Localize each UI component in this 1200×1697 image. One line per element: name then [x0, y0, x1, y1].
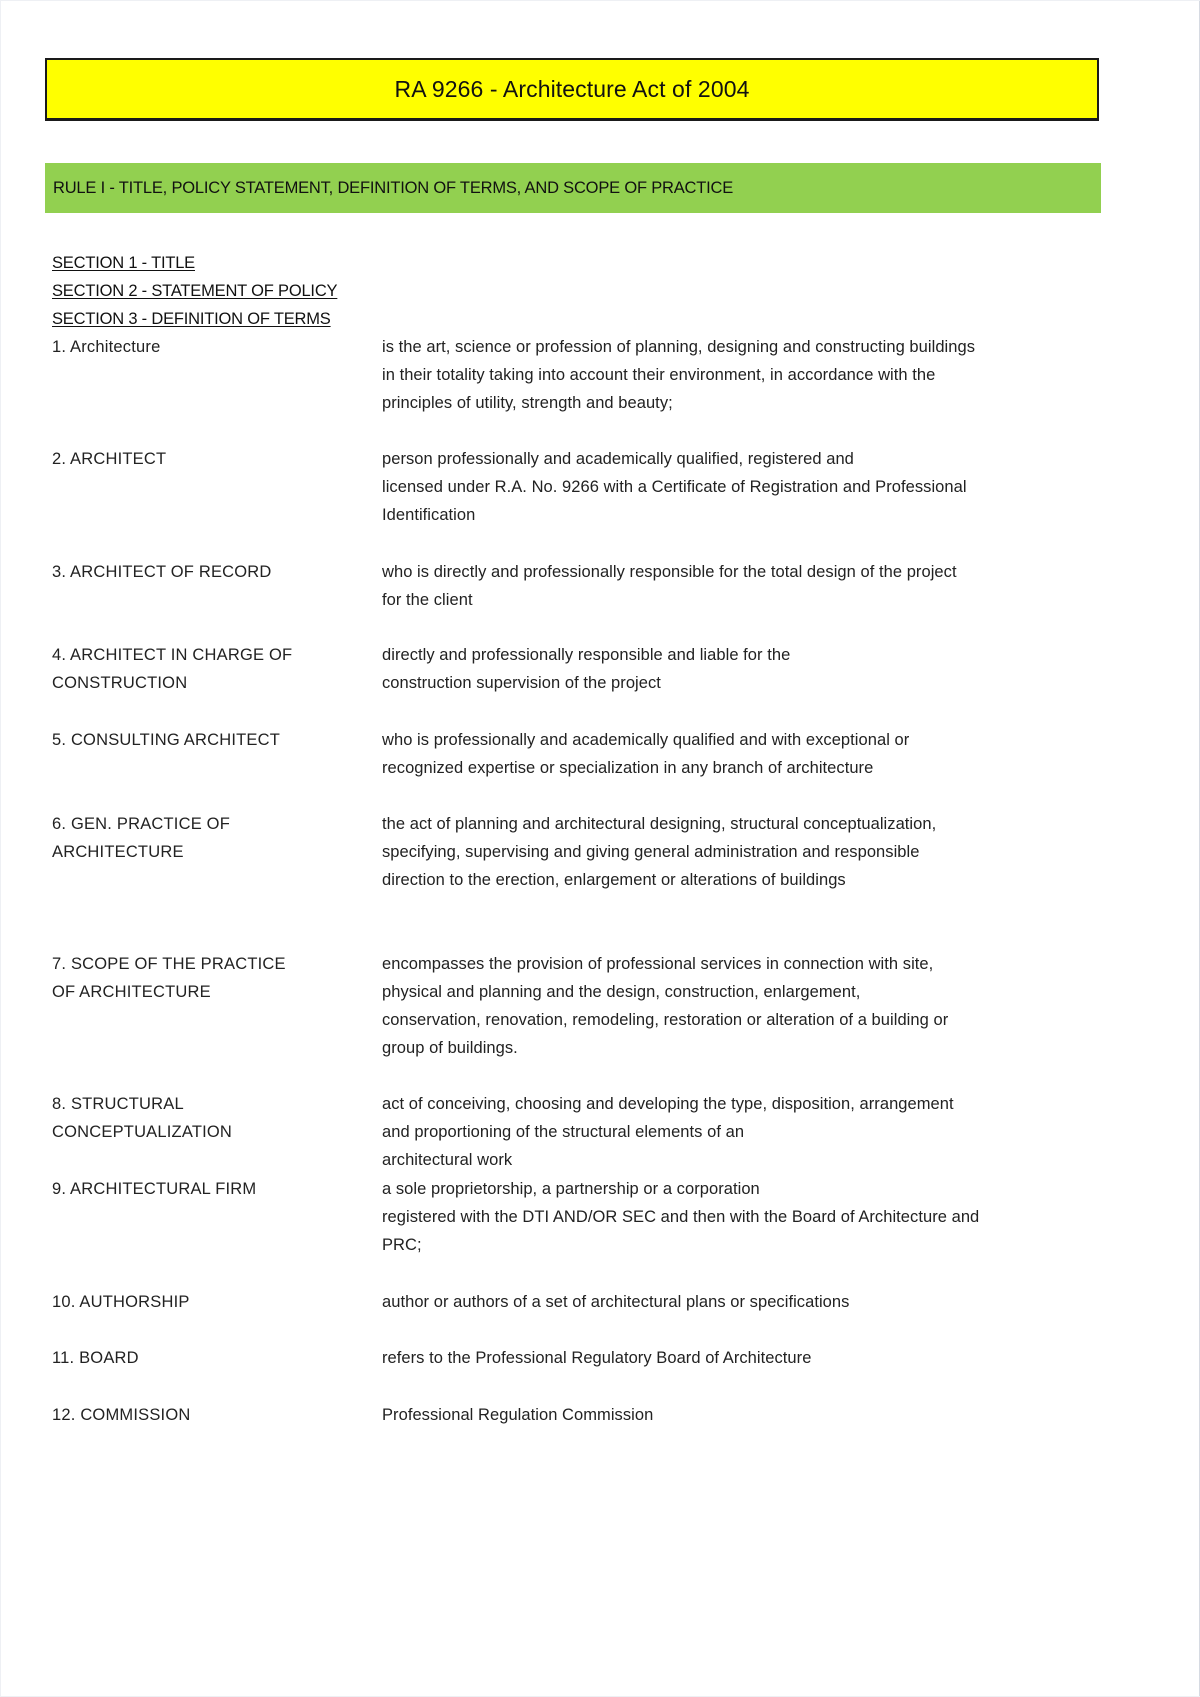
term-definition	[382, 558, 1162, 614]
term-label-line: 2. ARCHITECT	[52, 450, 167, 468]
term-label-line: OF ARCHITECTURE	[52, 983, 211, 1001]
term-label-line: 9. ARCHITECTURAL FIRM	[52, 1180, 257, 1198]
term-definition-line: physical and planning and the design, construction, enlargement,	[382, 983, 861, 1001]
term-definition-line: person professionally and academically qualified, registered and	[382, 450, 854, 468]
term-definition-line: directly and professionally responsible and liable for the	[382, 646, 791, 664]
term-definition-line: PRC;	[382, 1236, 422, 1254]
term-label	[52, 333, 352, 361]
term-definition-line: is the art, science or profession of planning, designing and constructing buildings	[382, 338, 976, 356]
term-definition-line: author or authors of a set of architectural plans or specifications	[382, 1293, 850, 1311]
term-label-line: 8. STRUCTURAL	[52, 1095, 184, 1113]
term-label	[52, 1401, 352, 1429]
term-label	[52, 810, 352, 866]
term-definition-line: construction supervision of the project	[382, 674, 661, 692]
term-definition-line: principles of utility, strength and beauty;	[382, 394, 673, 412]
term-label-line: 10. AUTHORSHIP	[52, 1293, 190, 1311]
term-definition-line: the act of planning and architectural designing, structural conceptualization,	[382, 815, 937, 833]
term-label-line: 1. Architecture	[52, 338, 161, 356]
term-definition-line: a sole proprietorship, a partnership or a corporation	[382, 1180, 760, 1198]
term-definition-line: encompasses the provision of professional services in connection with site,	[382, 955, 934, 973]
term-definition-line: in their totality taking into account their environment, in accordance with the	[382, 366, 936, 384]
section-2-link[interactable]: SECTION 2 - STATEMENT OF POLICY	[52, 282, 338, 300]
term-label-line: 7. SCOPE OF THE PRACTICE	[52, 955, 286, 973]
document-page	[1, 1, 1200, 1696]
term-definition	[382, 333, 1162, 417]
term-definition-line: conservation, renovation, remodeling, restoration or alteration of a building or	[382, 1011, 949, 1029]
term-definition-line: architectural work	[382, 1151, 513, 1169]
term-label	[52, 1344, 352, 1372]
term-label-line: 6. GEN. PRACTICE OF	[52, 815, 230, 833]
term-definition-line: who is professionally and academically qualified and with exceptional or	[382, 731, 910, 749]
document-title: RA 9266 - Architecture Act of 2004	[394, 75, 750, 102]
term-definition	[382, 810, 1162, 894]
term-label	[52, 1090, 352, 1146]
term-definition	[382, 1344, 1162, 1372]
term-definition-line: act of conceiving, choosing and developing the type, disposition, arrangement	[382, 1095, 954, 1113]
section-list	[52, 249, 337, 333]
term-label-line: ARCHITECTURE	[52, 843, 184, 861]
term-definition-line: refers to the Professional Regulatory Board of Architecture	[382, 1349, 812, 1367]
term-definition	[382, 641, 1162, 697]
term-definition-line: recognized expertise or specialization in any branch of architecture	[382, 759, 874, 777]
term-label	[52, 641, 352, 697]
term-definition-line: for the client	[382, 591, 473, 609]
term-definition-line: who is directly and professionally responsible for the total design of the project	[382, 563, 957, 581]
term-definition	[382, 445, 1162, 529]
term-definition	[382, 950, 1162, 1062]
term-label-line: 5. CONSULTING ARCHITECT	[52, 731, 280, 749]
term-label	[52, 726, 352, 754]
term-definition-line: direction to the erection, enlargement or alterations of buildings	[382, 871, 846, 889]
term-definition-line: Professional Regulation Commission	[382, 1406, 654, 1424]
term-label-line: CONSTRUCTION	[52, 674, 188, 692]
document-title-box	[45, 58, 1099, 121]
term-label-line: CONCEPTUALIZATION	[52, 1123, 233, 1141]
term-definition-line: licensed under R.A. No. 9266 with a Certificate of Registration and Professional	[382, 478, 967, 496]
term-label	[52, 1288, 352, 1316]
term-label-line: 11. BOARD	[52, 1349, 139, 1367]
term-label-line: 12. COMMISSION	[52, 1406, 191, 1424]
term-label-line: 3. ARCHITECT OF RECORD	[52, 563, 272, 581]
section-1-link[interactable]: SECTION 1 - TITLE	[52, 254, 195, 272]
term-definition	[382, 726, 1162, 782]
term-definition-line: and proportioning of the structural elements of an	[382, 1123, 745, 1141]
rule-heading-bar	[45, 163, 1101, 213]
term-definition	[382, 1401, 1162, 1429]
term-definition-line: specifying, supervising and giving general administration and responsible	[382, 843, 920, 861]
term-definition-line: registered with the DTI AND/OR SEC and then with the Board of Architecture and	[382, 1208, 980, 1226]
term-definition	[382, 1175, 1162, 1259]
term-definition-line: group of buildings.	[382, 1039, 518, 1057]
term-label	[52, 1175, 352, 1203]
term-definition	[382, 1288, 1162, 1316]
term-label	[52, 445, 352, 473]
term-label	[52, 558, 352, 586]
term-label	[52, 950, 352, 1006]
rule-heading: RULE I - TITLE, POLICY STATEMENT, DEFINITION OF TERMS, AND SCOPE OF PRACTICE	[53, 178, 734, 197]
term-label-line: 4. ARCHITECT IN CHARGE OF	[52, 646, 293, 664]
term-definition-line: Identification	[382, 506, 476, 524]
section-3-link[interactable]: SECTION 3 - DEFINITION OF TERMS	[52, 310, 331, 328]
term-definition	[382, 1090, 1162, 1174]
